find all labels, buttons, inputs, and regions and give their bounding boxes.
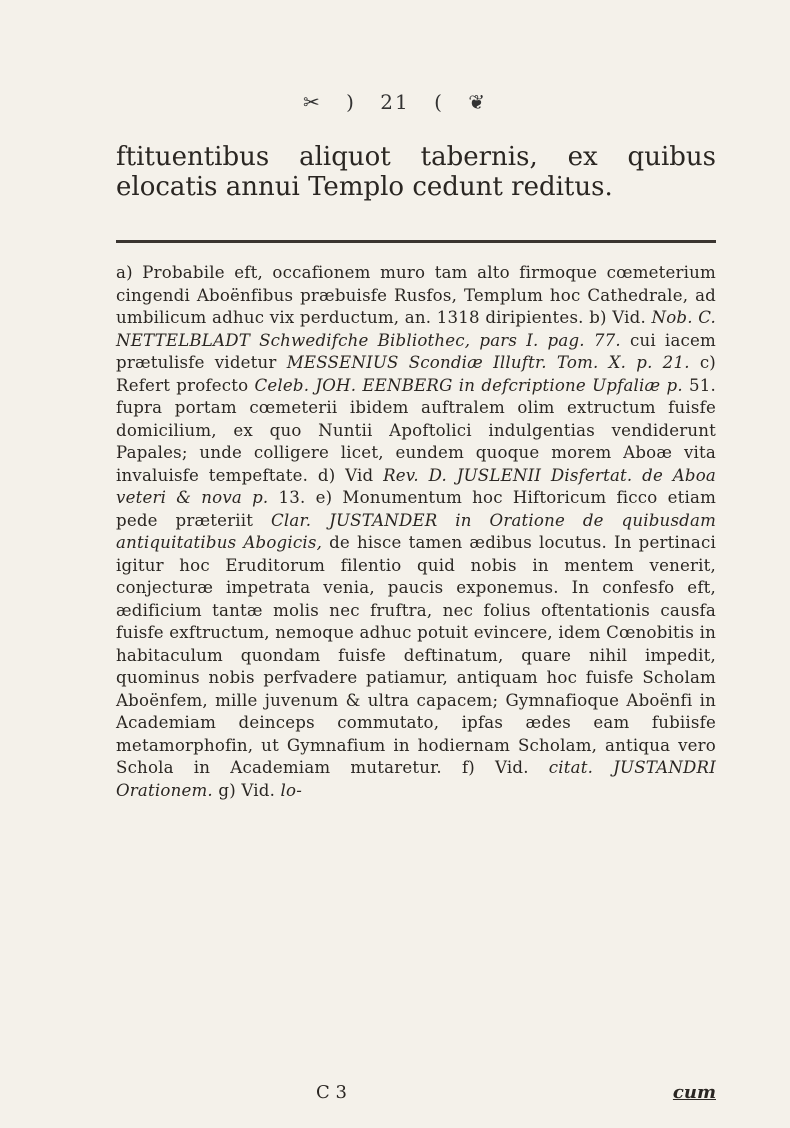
right-ornament-icon: ❦: [468, 90, 488, 114]
note-c-prefix: c) Refert profecto: [116, 353, 716, 395]
footnotes: [116, 262, 716, 802]
main-text: ftituentibus aliquot tabernis, ex quibus elocatis annui Templo cedunt reditus.: [116, 142, 716, 202]
note-e-text: e) Monumentum hoc Hiftoricum ficco etiam pede præteriit: [116, 488, 717, 530]
note-b-prefix: b) Vid.: [589, 308, 652, 327]
note-a: a) Probabile eft, occafionem muro tam alto firmoque cœmeterium cingendi Aboënfibus præbuisfe Rusfos, Templum hoc Cathedrale, ad umbilicum adhuc vix perductum, an. 1318 diripientes.: [116, 263, 716, 327]
signature-mark: C 3: [316, 1082, 347, 1103]
page-number: 21: [380, 90, 410, 114]
note-d-continuation: 13.: [278, 488, 316, 507]
note-e-reference: Clar. JUSTANDER in Oratione de quibusdam antiquitatibus Abogicis,: [116, 510, 717, 552]
note-f-reference: citat. JUSTANDRI Orationem.: [116, 758, 716, 800]
running-header: [0, 90, 790, 114]
footnote-divider: [116, 240, 716, 243]
header-left-bracket: ): [346, 90, 356, 114]
left-ornament-icon: ✂: [302, 90, 322, 114]
note-c-continuation: 51. fupra portam cœmeterii ibidem auftralem olim extructum fuisfe domicilium, ex quo Nuntii Apoftolici indulgentias vendiderunt Papales; unde colligere licet, eundem quoque morem Aboæ vita invaluisfe tempeftate.: [116, 375, 716, 485]
note-g-catch: lo-: [280, 780, 303, 800]
note-b-reference-2: MESSENIUS Scondiæ Illuftr. Tom. X. p. 21.: [286, 353, 700, 372]
note-f-prefix: f) Vid.: [461, 758, 549, 777]
note-e-continuation: de hisce tamen ædibus locutus. In pertinaci igitur hoc Eruditorum filentio quid nobis in mentem venerit, conjecturæ impetrata venia, paucis exponemus. In confesfo eft, ædificium tantæ molis nec fruftra, nec folius oftentationis causfa fuisfe exftructum, nemoque adhuc potuit evincere, idem Cœnobitis in habitaculum quondam fuisfe deftinatum, quare nihil impedit, quominus nobis perfvadere patiamur, antiquam hoc fuisfe Scholam Aboënfem, mille juvenum & ultra capacem; Gymnafioque Aboënfi in Academiam deinceps commutato, ipfas ædes eam fubiisfe metamorphofin, ut Gymnafium in hodiernam Scholam, antiqua vero Schola in Academiam mutaretur.: [116, 533, 717, 777]
note-c-reference: Celeb. JOH. EENBERG in defcriptione Upfaliæ p.: [254, 375, 689, 395]
note-g-prefix: g) Vid.: [218, 780, 281, 800]
header-right-bracket: (: [434, 90, 444, 114]
note-b-reference: Nob. C. NETTELBLADT Schwedifche Bibliothec, pars I. pag. 77.: [116, 308, 716, 350]
note-b-continuation: cui iacem prætulisfe videtur: [116, 330, 716, 372]
note-d-reference: Rev. D. JUSLENII Disfertat. de Aboa veteri & nova p.: [116, 465, 717, 507]
note-d-prefix: d) Vid: [317, 465, 384, 485]
catchword: cum: [672, 1082, 716, 1103]
